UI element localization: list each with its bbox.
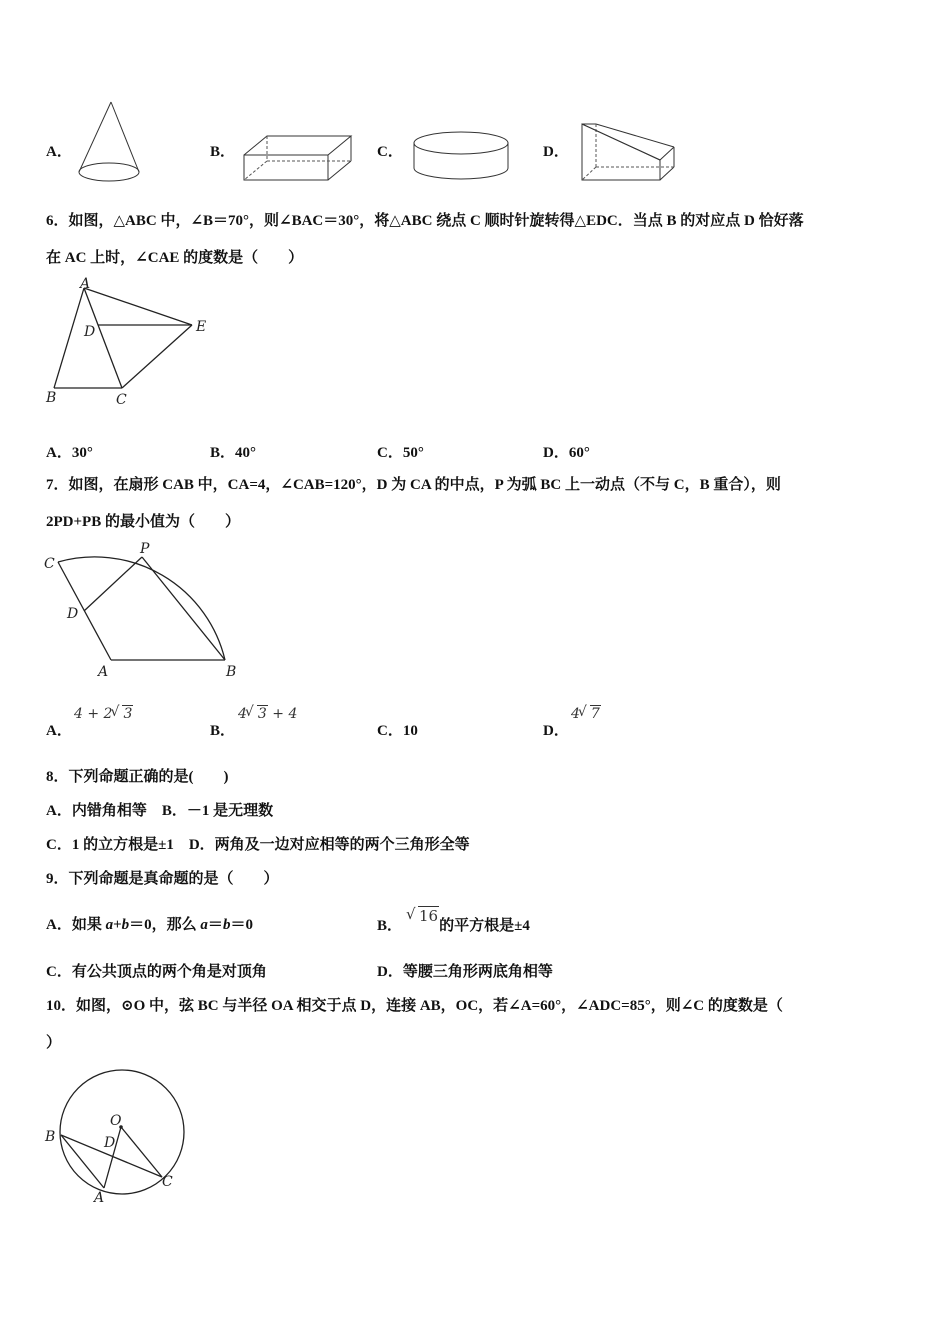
- q9-option-a-var1: a: [105, 917, 114, 933]
- q5-option-a-letter: A．: [46, 144, 72, 160]
- q6-stem-line1: 6．如图，△ABC 中，∠B＝70°，则∠BAC＝30°，将△ABC 绕点 C 顺时针旋转得△EDC．当点 B 的对应点 D 恰好落: [46, 213, 804, 229]
- q7-option-a-expr: [74, 706, 133, 722]
- q7-option-d-pre: 4: [571, 706, 580, 722]
- cylinder-figure: [412, 128, 512, 184]
- q10-circle-figure: [40, 1060, 200, 1210]
- q7-label-a: A: [98, 664, 109, 680]
- q9-stem: 9．下列命题是真命题的是（ ）: [46, 871, 279, 887]
- q6-label-e: E: [196, 319, 207, 335]
- q10-radius-oc: [121, 1127, 162, 1177]
- q9-option-a-mid: ＝0，那么: [129, 917, 201, 933]
- q9-option-a: [46, 915, 253, 935]
- q9-option-a-var2: b: [121, 917, 130, 933]
- q7-option-b-post: + 4: [267, 706, 298, 722]
- q7-label-d: D: [67, 606, 79, 622]
- q6-label-d: D: [84, 324, 96, 340]
- q9-option-a-var3: a: [200, 917, 208, 933]
- q7-option-b-letter: B．: [210, 723, 236, 739]
- q7-option-c-letter: C．: [377, 723, 403, 739]
- q9-option-b-radical: [408, 906, 439, 926]
- q10-label-a: A: [94, 1190, 105, 1206]
- q7-option-c: [377, 719, 418, 740]
- q7-label-b: B: [226, 664, 237, 680]
- q7-segment-dp: [84, 557, 142, 611]
- q9-option-a-plus: +: [113, 917, 122, 933]
- q7-sector-figure: [40, 540, 250, 685]
- q6-option-a: [46, 441, 93, 462]
- q7-stem-line2: 2PD+PB 的最小值为（ ）: [46, 514, 240, 530]
- q10-label-b: B: [45, 1129, 56, 1145]
- q9-option-a-end: ＝0: [230, 917, 253, 933]
- q7-option-b-pre: 4: [238, 706, 247, 722]
- triangular-prism-figure: [578, 120, 680, 184]
- q6-option-d-letter: D．: [543, 445, 569, 461]
- q5-option-c-letter: C．: [377, 144, 403, 160]
- q7-segment-pb: [142, 557, 225, 660]
- q7-option-d-letter: D．: [543, 723, 569, 739]
- q8-options-ab: A．内错角相等 B．－1 是无理数: [46, 803, 274, 819]
- q7-option-b-expr: [238, 706, 297, 722]
- q6-option-d-text: 60°: [568, 445, 590, 461]
- cone-figure: [76, 100, 146, 190]
- q10-label-o: O: [110, 1113, 122, 1129]
- q5-option-b-letter: B．: [210, 144, 236, 160]
- q5-option-d-letter: D．: [543, 144, 569, 160]
- q7-option-a-letter: A．: [46, 723, 72, 739]
- q9-option-b-letter: B．: [377, 918, 403, 934]
- q9-option-a-eq: ＝: [207, 917, 223, 933]
- q6-label-c: C: [116, 392, 127, 408]
- q6-segment-ab: [54, 288, 84, 388]
- q9-option-a-prefix: A．如果: [46, 917, 106, 933]
- q7-option-b-radicand: 3: [257, 706, 267, 722]
- q6-option-b-text: 40°: [235, 445, 257, 461]
- q6-triangle-figure: [40, 278, 230, 408]
- q7-option-d-radicand: 7: [590, 706, 600, 722]
- rectangular-prism-figure: [240, 133, 360, 185]
- q6-option-a-text: 30°: [71, 445, 93, 461]
- q10-label-d: D: [104, 1135, 116, 1151]
- q9-option-b-text: 的平方根是±4: [439, 918, 530, 934]
- q6-stem-line2: 在 AC 上时，∠CAE 的度数是（ ）: [46, 250, 304, 266]
- q7-option-d-expr: [571, 706, 601, 722]
- q9-option-b: [377, 907, 530, 936]
- q6-option-b: [210, 441, 256, 462]
- q7-label-c: C: [44, 556, 55, 572]
- q7-label-p: P: [140, 541, 150, 557]
- q6-label-b: B: [46, 390, 57, 406]
- q6-segment-ce: [122, 325, 192, 388]
- q9-option-b-radicand: 16: [419, 907, 439, 925]
- q7-option-c-text: 10: [402, 723, 418, 739]
- q8-options-cd: C．1 的立方根是±1 D．两角及一边对应相等的两个三角形全等: [46, 837, 470, 853]
- q6-option-a-letter: A．: [46, 445, 72, 461]
- q6-segment-ae: [84, 288, 192, 325]
- q10-stem-line1: 10．如图，⊙O 中，弦 BC 与半径 OA 相交于点 D，连接 AB，OC，若∠A=60°，∠ADC=85°，则∠C 的度数是（: [46, 998, 783, 1014]
- q9-option-c: C．有公共顶点的两个角是对顶角: [46, 964, 267, 980]
- q7-stem-line1: 7．如图，在扇形 CAB 中，CA=4，∠CAB=120°，D 为 CA 的中点，P 为弧 BC 上一动点（不与 C，B 重合），则: [46, 477, 781, 493]
- q6-option-c: [377, 441, 424, 462]
- q10-stem-line2: ）: [46, 1035, 62, 1051]
- q6-option-b-letter: B．: [210, 445, 236, 461]
- q6-label-a: A: [80, 276, 91, 292]
- q7-option-a-radicand: 3: [123, 706, 133, 722]
- q9-option-d: D．等腰三角形两底角相等: [377, 964, 553, 980]
- q10-label-c: C: [162, 1174, 173, 1190]
- q7-option-a-pre: 4 + 2: [74, 706, 113, 722]
- q8-stem: 8．下列命题正确的是( ): [46, 769, 229, 785]
- q6-option-c-text: 50°: [402, 445, 424, 461]
- q9-option-a-var4: b: [222, 917, 231, 933]
- q6-option-c-letter: C．: [377, 445, 403, 461]
- q6-option-d: [543, 441, 590, 462]
